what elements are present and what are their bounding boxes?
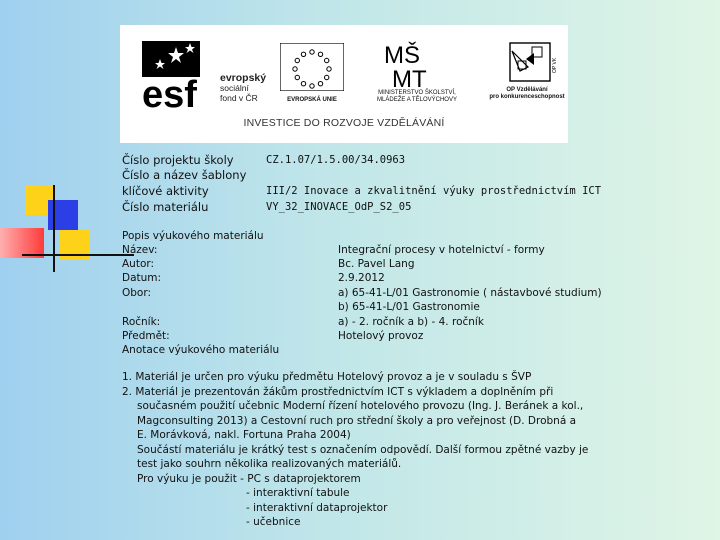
project-label-2: klíčové aktivity: [122, 184, 209, 198]
note-line: 1. Materiál je určen pro výuku předmětu Hotelový provoz a je v souladu s ŠVP: [122, 371, 532, 383]
decor-black-horizontal-line: [22, 254, 134, 256]
material-value-grade: a) - 2. ročník a b) - 4. ročník: [338, 316, 484, 328]
material-label-subject: Předmět:: [122, 330, 170, 342]
notes-block: [122, 370, 588, 530]
note-line: 2. Materiál je prezentován žákům prostřednictvím ICT s výkladem a doplněním při: [122, 385, 554, 398]
esf-text: evropský sociální fond v ČR: [220, 72, 267, 103]
note-line: - interaktivní dataprojektor: [246, 501, 388, 514]
svg-text:esf: esf: [142, 74, 197, 116]
project-value-0: CZ.1.07/1.5.00/34.0963: [266, 154, 406, 166]
project-label-0: Číslo projektu školy: [122, 153, 234, 167]
op-vk-logo-icon: [506, 39, 566, 85]
note-line: současném použití učebnic Moderní řízení hotelového provozu (Ing. J. Beránek a kol.,: [137, 400, 584, 412]
note-line: E. Morávková, nakl. Fortuna Praha 2004): [137, 429, 351, 441]
material-label-annotation: Anotace výukového materiálu: [122, 344, 280, 356]
project-label-1: Číslo a název šablony: [122, 168, 247, 182]
material-label-grade: Ročník:: [122, 316, 161, 328]
material-value-author: Bc. Pavel Lang: [338, 258, 415, 270]
note-line: Magconsulting 2013) a Cestovní ruch pro střední školy a pro veřejnost (D. Drobná a: [137, 414, 577, 427]
svg-text:OP VK: OP VK: [552, 57, 558, 73]
eu-flag-icon: [280, 43, 344, 91]
msmt-logo-icon: [382, 41, 452, 89]
note-line: Součástí materiálu je krátký test s označením odpovědí. Další formou zpětné vazby je: [137, 443, 589, 456]
material-value-subject: Hotelový provoz: [338, 330, 424, 342]
decor-black-vertical-line: [53, 185, 55, 272]
material-label-author: Autor:: [122, 258, 155, 270]
logo-banner: [120, 25, 568, 143]
material-value-name: Integrační procesy v hotelnictví - formy: [338, 244, 545, 256]
msmt-caption: MINISTERSTVO ŠKOLSTVÍ, MLÁDEŽE A TĚLOVÝCHOVY: [377, 90, 457, 103]
eu-caption: EVROPSKÁ UNIE: [287, 97, 337, 103]
banner-caption: INVESTICE DO ROZVOJE VZDĚLÁVÁNÍ: [243, 117, 445, 129]
note-line: test jako souhrn několika realizovaných materiálů.: [137, 458, 402, 470]
note-line: - interaktivní tabule: [246, 487, 350, 499]
material-value-field-b: b) 65-41-L/01 Gastronomie: [338, 301, 480, 313]
note-line: - učebnice: [246, 516, 301, 528]
material-label-name: Název:: [122, 244, 158, 256]
project-value-3: VY_32_INOVACE_OdP_S2_05: [266, 201, 412, 213]
project-label-3: Číslo materiálu: [122, 200, 209, 214]
svg-text:MT: MT: [392, 66, 427, 89]
note-line: Pro výuku je použit - PC s dataprojektorem: [137, 472, 361, 485]
material-label-field: Obor:: [122, 287, 152, 299]
svg-text:MŠ: MŠ: [384, 42, 420, 69]
material-label-date: Datum:: [122, 272, 162, 284]
material-value-field-a: a) 65-41-L/01 Gastronomie ( nástavbové studium): [338, 287, 602, 299]
material-heading: Popis výukového materiálu: [122, 230, 264, 242]
project-value-2: III/2 Inovace a zkvalitnění výuky prostřednictvím ICT: [266, 185, 602, 197]
material-value-date: 2.9.2012: [338, 272, 385, 284]
op-caption: OP Vzdělávání pro konkurenceschopnost: [489, 87, 565, 100]
